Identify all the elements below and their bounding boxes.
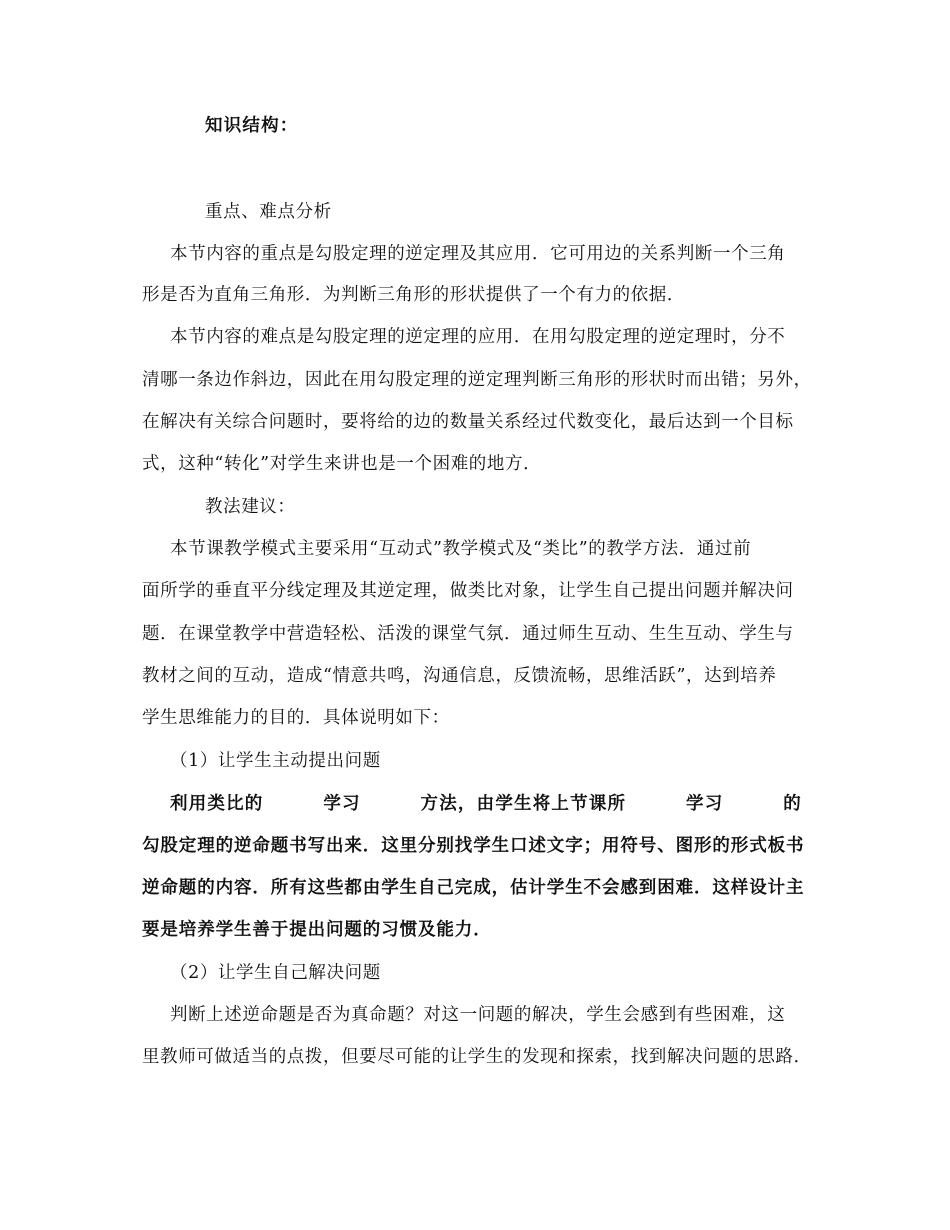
bold-justified-line xyxy=(170,792,802,816)
bold-paragraph-line: 要是培养学生善于提出问题的习惯及能力． xyxy=(142,920,492,940)
list-item-1: （1）让学生主动提出问题 xyxy=(170,751,381,771)
heading-teaching-suggestions: 教法建议： xyxy=(205,497,296,517)
bold-word: 学习 xyxy=(686,794,724,814)
heading-knowledge-structure: 知识结构： xyxy=(205,116,299,136)
paragraph-line: 面所学的垂直平分线定理及其逆定理，做类比对象，让学生自己提出问题并解决问 xyxy=(142,581,794,601)
paragraph-line: 里教师可做适当的点拨，但要尽可能的让学生的发现和探索，找到解决问题的思路． xyxy=(142,1047,812,1067)
paragraph-line: 式，这种“转化”对学生来讲也是一个困难的地方． xyxy=(142,454,542,474)
paragraph-line: 清哪一条边作斜边，因此在用勾股定理的逆定理判断三角形的形状时而出错；另外， xyxy=(142,370,812,390)
paragraph-line: 判断上述逆命题是否为真命题？对这一问题的解决，学生会感到有些困难，这 xyxy=(170,1005,786,1025)
paragraph-line: 在解决有关综合问题时，要将给的边的数量关系经过代数变化，最后达到一个目标 xyxy=(142,412,794,432)
paragraph-line: 本节课教学模式主要采用“互动式”教学模式及“类比”的教学方法．通过前 xyxy=(170,539,752,559)
paragraph-line: 学生思维能力的目的．具体说明如下： xyxy=(142,708,450,728)
heading-key-points: 重点、难点分析 xyxy=(205,202,332,222)
paragraph-line: 本节内容的难点是勾股定理的逆定理的应用．在用勾股定理的逆定理时，分不 xyxy=(170,327,786,347)
bold-paragraph-line: 勾股定理的逆命题书写出来．这里分别找学生口述文字；用符号、图形的形式板书 xyxy=(142,836,805,856)
bold-word: 利用类比的 xyxy=(170,794,264,814)
paragraph-line: 教材之间的互动，造成“情意共鸣，沟通信息，反馈流畅，思维活跃”，达到培养 xyxy=(142,666,777,686)
paragraph-line: 形是否为直角三角形．为判断三角形的形状提供了一个有力的依据． xyxy=(142,285,685,305)
bold-paragraph-line: 逆命题的内容．所有这些都由学生自己完成，估计学生不会感到困难．这样设计主 xyxy=(142,878,805,898)
paragraph-line: 题．在课堂教学中营造轻松、活泼的课堂气氛．通过师生互动、生生互动、学生与 xyxy=(142,624,794,644)
bold-word: 方法，由学生将上节课所 xyxy=(420,794,627,814)
list-item-2: （2）让学生自己解决问题 xyxy=(170,963,381,983)
bold-word: 学习 xyxy=(323,794,361,814)
paragraph-line: 本节内容的重点是勾股定理的逆定理及其应用．它可用边的关系判断一个三角 xyxy=(170,244,786,264)
bold-word: 的 xyxy=(783,794,802,814)
